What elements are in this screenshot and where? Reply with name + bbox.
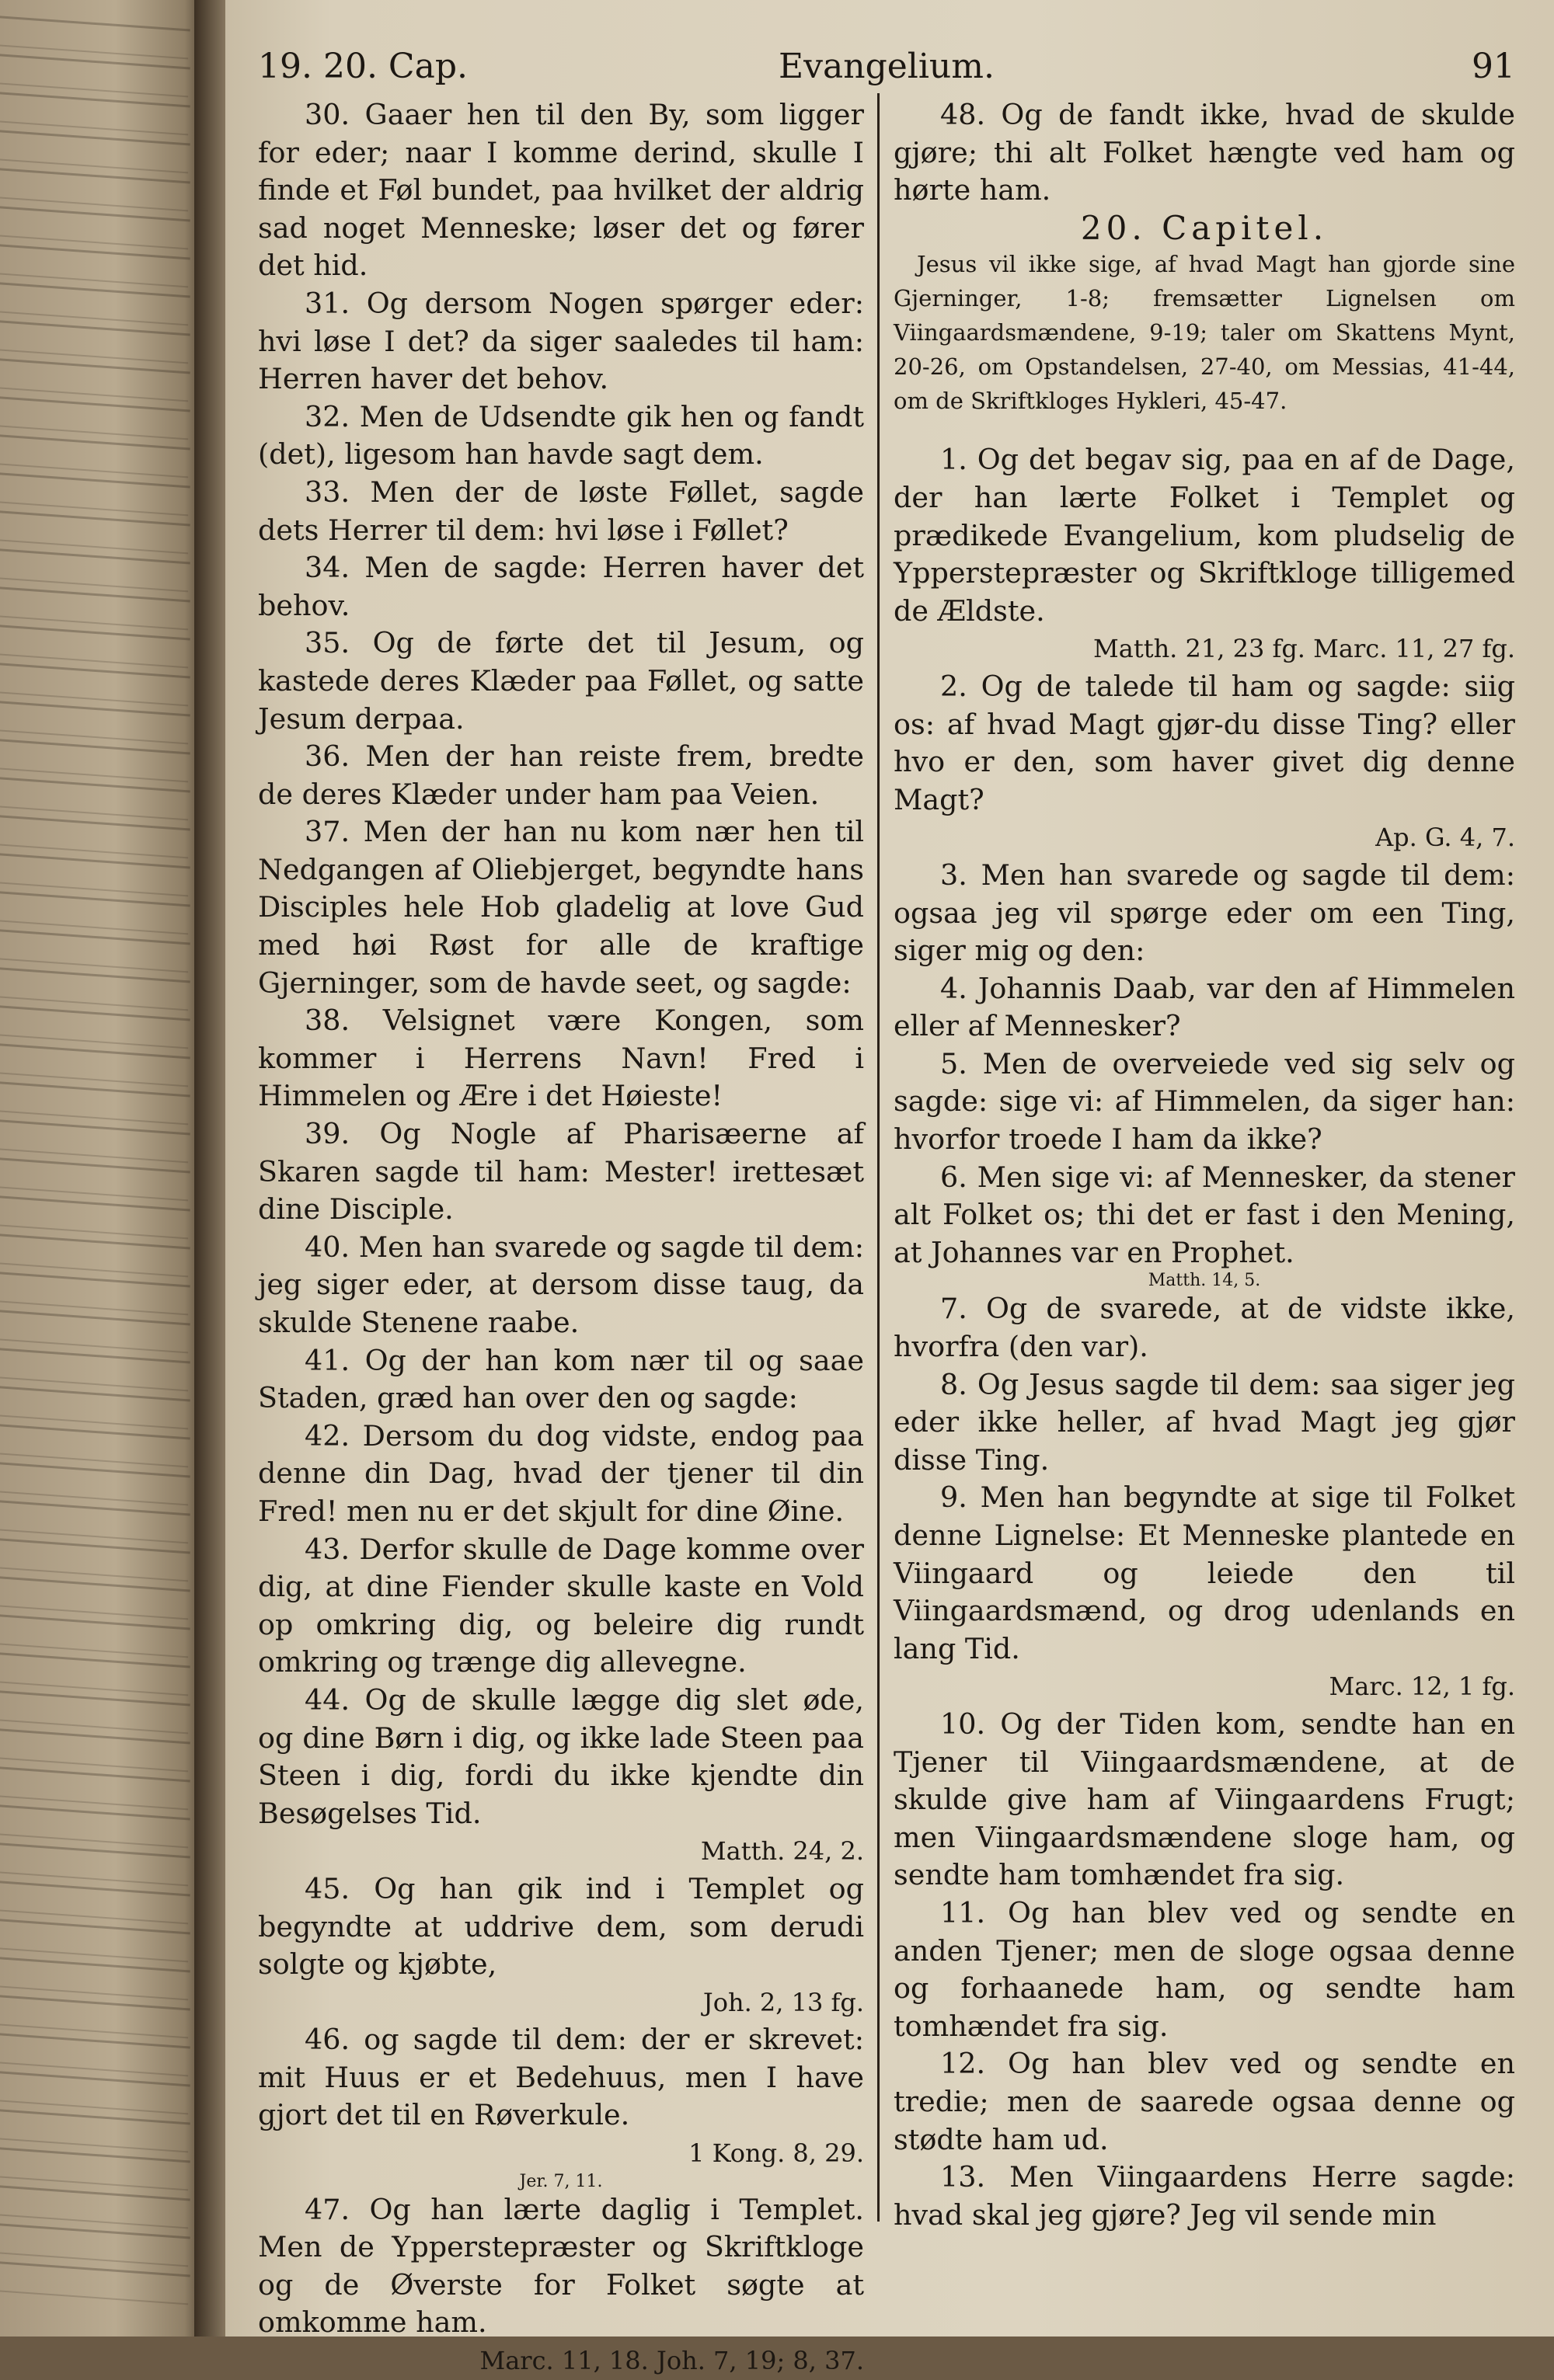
book-page: [225, 0, 1554, 2376]
verse-paragraph: 46. og sagde til dem: der er skrevet: mit Huus er et Bedehuus, men I have gjort det til en Røverkule.: [258, 2023, 864, 2132]
facing-text-line: [0, 1690, 190, 1734]
facing-text-line: [0, 320, 190, 364]
verse-paragraph: 38. Velsignet være Kongen, som kommer i Herrens Navn! Fred i Himmelen og Ære i det Høieste!: [258, 1004, 864, 1113]
verse-paragraph: 40. Men han svarede og sagde til dem: jeg siger eder, at dersom disse taug, da skulde Stenene raabe.: [258, 1230, 864, 1339]
facing-page: [0, 0, 210, 2337]
facing-text-line: [0, 1233, 190, 1277]
facing-text-line: [0, 1766, 190, 1810]
facing-text-line: [0, 1424, 190, 1467]
verse-paragraph: 10. Og der Tiden kom, sendte han en Tjener til Viingaardsmændene, at de skulde give ham af Viingaardens Frugt; men Viingaardsmændene sloge ham, og sendte ham tomhændet fra sig.: [894, 1707, 1515, 1892]
verse-paragraph: 12. Og han blev ved og sendte en tredie; men de saarede ogsaa denne og stødte ham ud.: [894, 2047, 1515, 2156]
cross-reference: Matth. 21, 23 fg. Marc. 11, 27 fg.: [1093, 634, 1515, 664]
verse-paragraph: 45. Og han gik ind i Templet og begyndte at uddrive dem, som derudi solgte og kjøbte,: [258, 1871, 864, 1982]
verse-paragraph: 44. Og de skulle lægge dig slet øde, og dine Børn i dig, og ikke lade Steen paa Steen i dig, fordi du ikke kjendte din Besøgelses Tid.: [258, 1682, 864, 1830]
facing-text-line: [0, 1995, 190, 2038]
right-verses: [894, 441, 1515, 2234]
facing-text-line: [0, 16, 190, 59]
verse-paragraph: 39. Og Nogle af Pharisæerne af Skaren sagde til ham: Mester! irettesæt dine Disciple.: [258, 1117, 864, 1227]
facing-text-line: [0, 2147, 190, 2190]
facing-text-line: [0, 1272, 190, 1315]
verse-paragraph: 34. Men de sagde: Herren haver det behov.: [258, 551, 864, 622]
facing-text-line: [0, 739, 190, 782]
verse-paragraph: 33. Men der de løste Føllet, sagde dets Herrer til dem: hvi løse i Føllet?: [258, 475, 864, 547]
facing-text-line: [0, 777, 190, 820]
right-column: [894, 96, 1515, 2318]
facing-text-line: [0, 1538, 190, 1581]
verse-paragraph: 1. Og det begav sig, paa en af de Dage, der han lærte Folket i Templet og prædikede Evangelium, kom pludselig de Ypperstepræster og Skriftkloge tilligemed de Ældste.: [894, 443, 1515, 628]
verse-paragraph: 32. Men de Udsendte gik hen og fandt (det), ligesom han havde sagt dem.: [258, 399, 864, 471]
verse-paragraph: 13. Men Viingaardens Herre sagde: hvad skal jeg gjøre? Jeg vil sende min: [894, 2160, 1515, 2232]
facing-text-line: [0, 282, 190, 325]
facing-text-line: [0, 815, 190, 858]
facing-text-line: [0, 2109, 190, 2152]
facing-text-line: [0, 510, 190, 554]
verse-paragraph: 4. Johannis Daab, var den af Himmelen eller af Mennesker?: [894, 971, 1515, 1043]
verse-paragraph: 3. Men han svarede og sagde til dem: ogsaa jeg vil spørge eder om een Ting, siger mig og den:: [894, 858, 1515, 968]
facing-text-line: [0, 396, 190, 440]
chapter-summary: Jesus vil ikke sige, af hvad Magt han gjorde sine Gjerninger, 1-8; fremsætter Lignelsen om Viingaardsmændene, 9-19; taler om Skattens Mynt, 20-26, om Opstandelsen, 27-40, om Messias, 41-44, om de Skriftkloges Hykleri, 45-47.: [894, 251, 1515, 415]
running-title: Evangelium.: [779, 47, 995, 86]
verse-paragraph: 8. Og Jesus sagde til dem: saa siger jeg eder ikke heller, af hvad Magt jeg gjør disse Ting.: [894, 1367, 1515, 1477]
facing-text-line: [0, 929, 190, 973]
facing-text-line: [0, 1157, 190, 1201]
facing-text-line: [0, 1195, 190, 1239]
verse-paragraph: 7. Og de svarede, at de vidste ikke, hvorfra (den var).: [894, 1292, 1515, 1364]
chapter-reference: 19. 20. Cap.: [258, 47, 468, 86]
facing-text-line: [0, 2223, 190, 2267]
cross-reference: 1 Kong. 8, 29.: [688, 2138, 864, 2169]
facing-text-line: [0, 1310, 190, 1353]
facing-text-line: [0, 586, 190, 630]
verse-paragraph: 30. Gaaer hen til den By, som ligger for eder; naar I komme derind, skulle I finde et Føl bundet, paa hvilket der aldrig sad noget Menneske; løser det og fører det hid.: [258, 98, 864, 283]
chapter-title: 20. Capitel.: [1080, 208, 1329, 247]
facing-text-line: [0, 2071, 190, 2114]
facing-text-line: [0, 663, 190, 706]
verse-paragraph: 35. Og de førte det til Jesum, og kastede deres Klæder paa Føllet, og satte Jesum derpaa.: [258, 626, 864, 736]
verse-paragraph: 41. Og der han kom nær til og saae Staden, græd han over den og sagde:: [258, 1343, 864, 1415]
cross-reference: Joh. 2, 13 fg.: [702, 1987, 864, 2017]
verse-paragraph: 5. Men de overveiede ved sig selv og sagde: sige vi: af Himmelen, da siger han: hvorfor troede I ham da ikke?: [894, 1046, 1515, 1157]
facing-text-line: [0, 1043, 190, 1087]
cross-reference-small: Matth. 14, 5.: [1148, 1271, 1261, 1291]
verse-paragraph: 31. Og dersom Nogen spørger eder: hvi løse I det? da siger saaledes til ham: Herren haver det behov.: [258, 286, 864, 396]
facing-text-line: [0, 1919, 190, 1962]
facing-text-line: [0, 1119, 190, 1163]
facing-text-line: [0, 1728, 190, 1772]
verse-paragraph: 42. Dersom du dog vidste, endog paa denne din Dag, hvad der tjener til din Fred! men nu er det skjult for dine Øine.: [258, 1418, 864, 1528]
facing-text-line: [0, 1386, 190, 1429]
verse-paragraph: 11. Og han blev ved og sendte en anden Tjener; men de sloge ogsaa denne og forhaanede ham, og sendte ham tomhændet fra sig.: [894, 1895, 1515, 2043]
facing-text-line: [0, 625, 190, 668]
facing-text-line: [0, 54, 190, 97]
cross-reference: Marc. 11, 18. Joh. 7, 19; 8, 37.: [479, 2346, 864, 2376]
verse-paragraph: 43. Derfor skulle de Dage komme over dig, at dine Fiender skulle kaste en Vold op omkring dig, og beleire dig rundt omkring og trænge dig allevegne.: [258, 1532, 864, 1679]
cross-reference: Marc. 12, 1 fg.: [1329, 1672, 1515, 1702]
facing-text-line: [0, 358, 190, 402]
facing-text-line: [0, 244, 190, 287]
cross-reference: Ap. G. 4, 7.: [1375, 823, 1515, 853]
facing-text-line: [0, 1348, 190, 1391]
facing-text-line: [0, 1614, 190, 1658]
facing-text-line: [0, 434, 190, 478]
column-divider: [877, 93, 880, 2222]
facing-text-line: [0, 853, 190, 896]
cross-reference-small: Jer. 7, 11.: [519, 2171, 603, 2191]
facing-text-line: [0, 548, 190, 592]
facing-text-line: [0, 1576, 190, 1620]
facing-text-line: [0, 1462, 190, 1505]
page-number: 91: [1472, 47, 1515, 86]
facing-text-line: [0, 206, 190, 249]
facing-text-line: [0, 891, 190, 934]
facing-text-line: [0, 1881, 190, 1924]
verse-paragraph: 9. Men han begyndte at sige til Folket denne Lignelse: Et Menneske plantede en Viingaard og leiede den til Viingaardsmænd, og drog udenlands en lang Tid.: [894, 1481, 1515, 1665]
left-column: [258, 96, 864, 2376]
verse-paragraph: 48. Og de fandt ikke, hvad de skulde gjøre; thi alt Folket hængte ved ham og hørte ham.: [894, 98, 1515, 207]
verse-paragraph: 36. Men der han reiste frem, bredte de deres Klæder under ham paa Veien.: [258, 739, 864, 811]
facing-text-line: [0, 1957, 190, 2000]
facing-text-line: [0, 1652, 190, 1696]
facing-text-line: [0, 1500, 190, 1543]
facing-text-line: [0, 1842, 190, 1886]
facing-text-line: [0, 1005, 190, 1049]
facing-text-line: [0, 2185, 190, 2229]
verse-paragraph: 37. Men der han nu kom nær hen til Nedgangen af Oliebjerget, begyndte hans Disciples hele Hob gladelig at love Gud med høi Røst for alle de kraftige Gjerninger, som de havde seet, og sagde:: [258, 815, 864, 1000]
facing-text-line: [0, 967, 190, 1011]
facing-text-line: [0, 472, 190, 516]
facing-text-line: [0, 2261, 190, 2305]
facing-text-line: [0, 701, 190, 744]
facing-text-line: [0, 1804, 190, 1848]
verse-paragraph: 6. Men sige vi: af Mennesker, da stener alt Folket os; thi det er fast i den Mening, at Johannes var en Prophet.: [894, 1160, 1515, 1269]
facing-text-line: [0, 2033, 190, 2076]
facing-text-line: [0, 1081, 190, 1125]
verse-paragraph: 47. Og han lærte daglig i Templet. Men de Ypperstepræster og Skriftkloge og de Øverste for Folket søgte at omkomme ham.: [258, 2192, 864, 2340]
verse-paragraph: 2. Og de talede til ham og sagde: siig os: af hvad Magt gjør-du disse Ting? eller hvo er den, som haver givet dig denne Magt?: [894, 669, 1515, 816]
page-header: [258, 47, 1515, 93]
facing-text-line: [0, 92, 190, 135]
facing-text-line: [0, 168, 190, 211]
cross-reference: Matth. 24, 2.: [700, 1836, 864, 1867]
facing-text-line: [0, 130, 190, 173]
